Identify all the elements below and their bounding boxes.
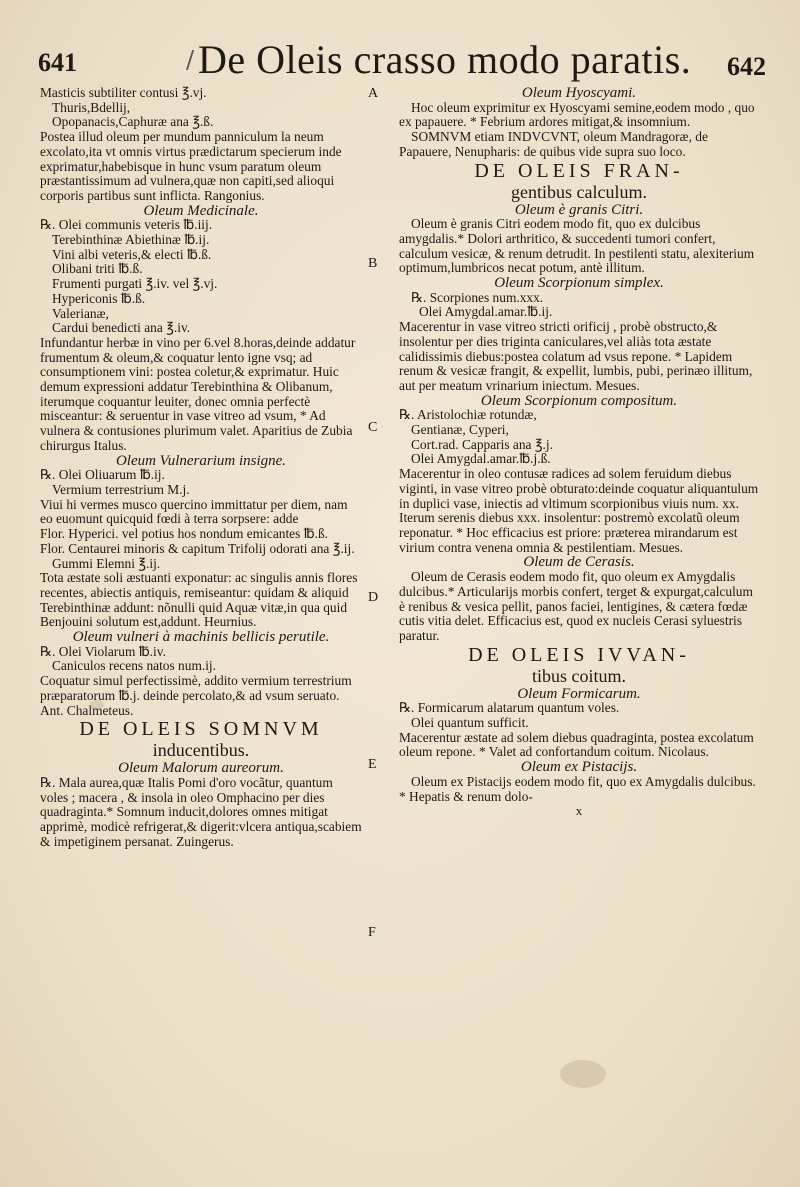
- margin-letter-c: C: [368, 420, 378, 435]
- margin-letter-b: B: [368, 256, 378, 271]
- body-paragraph: Flor. Centaurei minoris & capitum Trifolij odorati ana ℥.ij.: [40, 540, 355, 556]
- section-heading: Oleum Medicinale.: [143, 202, 259, 219]
- page-title: De Oleis crasso modo paratis.: [198, 37, 692, 82]
- section-heading: Oleum vulneri à machinis bellicis perutile.: [72, 629, 330, 646]
- body-paragraph: Valerianæ,: [52, 305, 109, 321]
- body-paragraph: Macerentur æstate ad solem diebus quadraginta, postea excolatum oleum repone. * Valet ad confortandum coitum. Nicolaus.: [399, 729, 754, 760]
- body-paragraph: Opopanacis,Caphuræ ana ℥.ß.: [52, 114, 214, 130]
- body-paragraph: Terebinthinæ Abiethinæ ℔.ij.: [52, 232, 210, 248]
- body-paragraph: Infundantur herbæ in vino per 6.vel 8.horas,deinde addatur frumentum & oleum,& coquatur lento igne vsq; ad consumptionem vini: postea coletur,& exprimatur. Huic demum expressioni addatur Terebinthina & Olibanum, iterumque coquantur leuiter, donec omnia perfectè misceantur: & seruentur in vase vitreo ad vsum, * Ad vulnera & contusiones plurimum valet. Aparitius de Zubia chirurgus Italus.: [40, 334, 356, 453]
- body-paragraph: Gentianæ, Cyperi,: [411, 422, 509, 438]
- recipe-line: ℞. Olei communis veteris ℔.iij.: [40, 217, 213, 233]
- body-paragraph: Macerentur in oleo contusæ radices ad solem feruidum diebus viginti, in vase vitreo probè obturato:deinde coquatur aliquantulum in duplici vase, iniectis ad vltimum scorpionibus viuis num. xx. Iterum serenis diebus xxx. insolentur: postremò excolatũ oleum reponatur. * Hoc efficacius est priore: præterea mirandarum est virium contra venena omnia & pestilentiam. Mesues.: [399, 466, 759, 555]
- section-heading: Oleum ex Pistacijs.: [520, 759, 638, 776]
- paper-stain: [560, 1060, 606, 1088]
- body-paragraph: Oleum è granis Citri eodem modo fit, quo ex dulcibus amygdalis.* Dolori arthritico, & succedenti tumori confert, calculum vesicæ, & renum detrudit. In pestilenti statu, alexiterium optimum,lumbricos necat potum, antè illitum.: [399, 216, 755, 276]
- chapter-heading: DE OLEIS IVVAN-: [468, 643, 690, 666]
- body-paragraph: Vermium terrestrium M.j.: [52, 481, 190, 497]
- chapter-heading: DE OLEIS SOMNVM: [79, 718, 323, 741]
- running-header: [38, 36, 766, 84]
- ink-mark: /: [186, 46, 195, 74]
- body-paragraph: Caniculos recens natos num.ij.: [52, 658, 217, 674]
- section-heading: Oleum Hyoscyami.: [521, 85, 637, 101]
- margin-letter-d: D: [368, 590, 379, 605]
- margin-letter-e: E: [368, 757, 377, 772]
- body-paragraph: Thuris,Bdellij,: [52, 99, 131, 115]
- body-paragraph: Macerentur in vase vitreo stricti orificij , probè obstructo,& insolentur per dies triginta caniculares,vel aliàs tota æstate calidissimis diebus:postea colatum ad vsus repone. * Lapidem renum & vesicæ frangit, & expellit, lumbis, pubi, perinæo illitum, aut per meatum vrinarium iniectum. Mesues.: [399, 319, 753, 393]
- body-paragraph: Olei quantum sufficit.: [411, 715, 529, 731]
- body-paragraph: Olei Amygdal.amar.℔.ij.: [419, 304, 553, 320]
- body-paragraph: Masticis subtiliter contusi ℥.vj.: [40, 85, 207, 100]
- recipe-line: ℞. Olei Oliuarum ℔.ij.: [40, 467, 165, 483]
- body-paragraph: Postea illud oleum per mundum panniculum la neum excolato,ita vt omnis virtus prædictarum specierum inde exprimatur,habebisque in hunc vsum paratum oleum præstantissimum ad vulnera,quæ non capiti,sed alioqui corporis partibus sunt inflicta. Rangonius.: [40, 129, 342, 203]
- body-paragraph: Flor. Hyperici. vel potius hos nondum emicantes ℔.ß.: [40, 526, 329, 542]
- margin-letter-f: F: [368, 925, 376, 940]
- body-paragraph: Cardui benedicti ana ℥.iv.: [52, 320, 191, 336]
- recipe-line: ℞. Aristolochiæ rotundæ,: [399, 407, 537, 423]
- margin-letter-a: A: [368, 86, 379, 101]
- body-paragraph: Olibani triti ℔.ß.: [52, 261, 143, 277]
- section-heading: Oleum Formicarum.: [517, 685, 641, 702]
- recipe-line: ℞. Olei Violarum ℔.iv.: [40, 643, 166, 659]
- left-page-number: 641: [38, 48, 77, 77]
- right-column: [399, 86, 759, 819]
- body-paragraph: Viui hi vermes musco quercino immittatur per diem, nam eo euomunt quicquid fœdi à terra sorpsere: adde: [40, 496, 348, 527]
- body-paragraph: Hypericonis ℔.ß.: [52, 290, 146, 306]
- body-paragraph: Tota æstate soli æstuanti exponatur: ac singulis annis flores recentes, abiectis antiquis, remiseantur: quidam & aliquid Terebinthinæ addunt: nõnulli quid Aquæ vitæ,in qua quid Benjouini solutum est,addunt. Heurnius.: [40, 570, 358, 630]
- signature-mark: x: [575, 803, 583, 819]
- body-paragraph: Hoc oleum exprimitur ex Hyoscyami semine,eodem modo , quo ex papauere. * Febrium ardores mitigat,& insomnium.: [399, 99, 755, 130]
- paper-stain: [90, 700, 104, 710]
- body-paragraph: Coquatur simul perfectissimè, addito vermium terrestrium præparatorum ℔.j. deinde percolato,& ad vsum seruato. Ant. Chalmeteus.: [40, 673, 352, 718]
- left-column: [40, 86, 362, 849]
- chapter-subheading: tibus coitum.: [532, 665, 626, 686]
- section-heading: Oleum Scorpionum compositum.: [480, 392, 678, 409]
- recipe-line: ℞. Scorpiones num.xxx.: [411, 289, 544, 305]
- body-paragraph: Frumenti purgati ℥.iv. vel ℥.vj.: [52, 276, 218, 292]
- right-page-number: 642: [727, 52, 766, 81]
- recipe-line: ℞. Formicarum alatarum quantum voles.: [399, 700, 620, 716]
- section-heading: Oleum Scorpionum simplex.: [494, 275, 664, 292]
- chapter-subheading: gentibus calculum.: [511, 181, 647, 202]
- body-paragraph: Oleum ex Pistacijs eodem modo fit, quo ex Amygdalis dulcibus. * Hepatis & renum dolo-: [399, 773, 756, 804]
- section-heading: Oleum de Cerasis.: [523, 554, 635, 571]
- body-paragraph: Oleum de Cerasis eodem modo fit, quo oleum ex Amygdalis dulcibus.* Articularijs morbis confert, terget & expurgat,calculum è renibus & vesica pellit, panos faciei, lentigines, & cætera fœdæ cutis vitia delet. Efficacius est, quod ex nucleis Cerasi syluestris paratur.: [399, 569, 753, 643]
- body-paragraph: Olei Amygdal.amar.℔.j.ß.: [411, 451, 551, 467]
- chapter-subheading: inducentibus.: [152, 740, 250, 761]
- chapter-heading: DE OLEIS FRAN-: [474, 159, 684, 182]
- recipe-line: ℞. Mala aurea,quæ Italis Pomi d'oro vocãtur, quantum voles ; macera , & insola in oleo Omphacino per dies quadraginta.* Somnum inducit,dolores omnes mitigat apprimè, modicè refrigerat,& digerit:vlcera antiqua,scabiem & impetiginem persanat. Zuingerus.: [40, 774, 362, 849]
- body-paragraph: SOMNVM etiam INDVCVNT, oleum Mandragoræ, de Papauere, Nenupharis: de quibus vide supra suo loco.: [399, 129, 708, 159]
- body-paragraph: Vini albi veteris,& electi ℔.ß.: [52, 246, 212, 262]
- section-heading: Oleum Malorum aureorum.: [118, 760, 284, 777]
- body-paragraph: Gummi Elemni ℥.ij.: [52, 555, 161, 571]
- section-heading: Oleum Vulnerarium insigne.: [115, 452, 287, 469]
- section-heading: Oleum è granis Citri.: [514, 201, 644, 218]
- body-paragraph: Cort.rad. Capparis ana ℥.j.: [411, 436, 553, 452]
